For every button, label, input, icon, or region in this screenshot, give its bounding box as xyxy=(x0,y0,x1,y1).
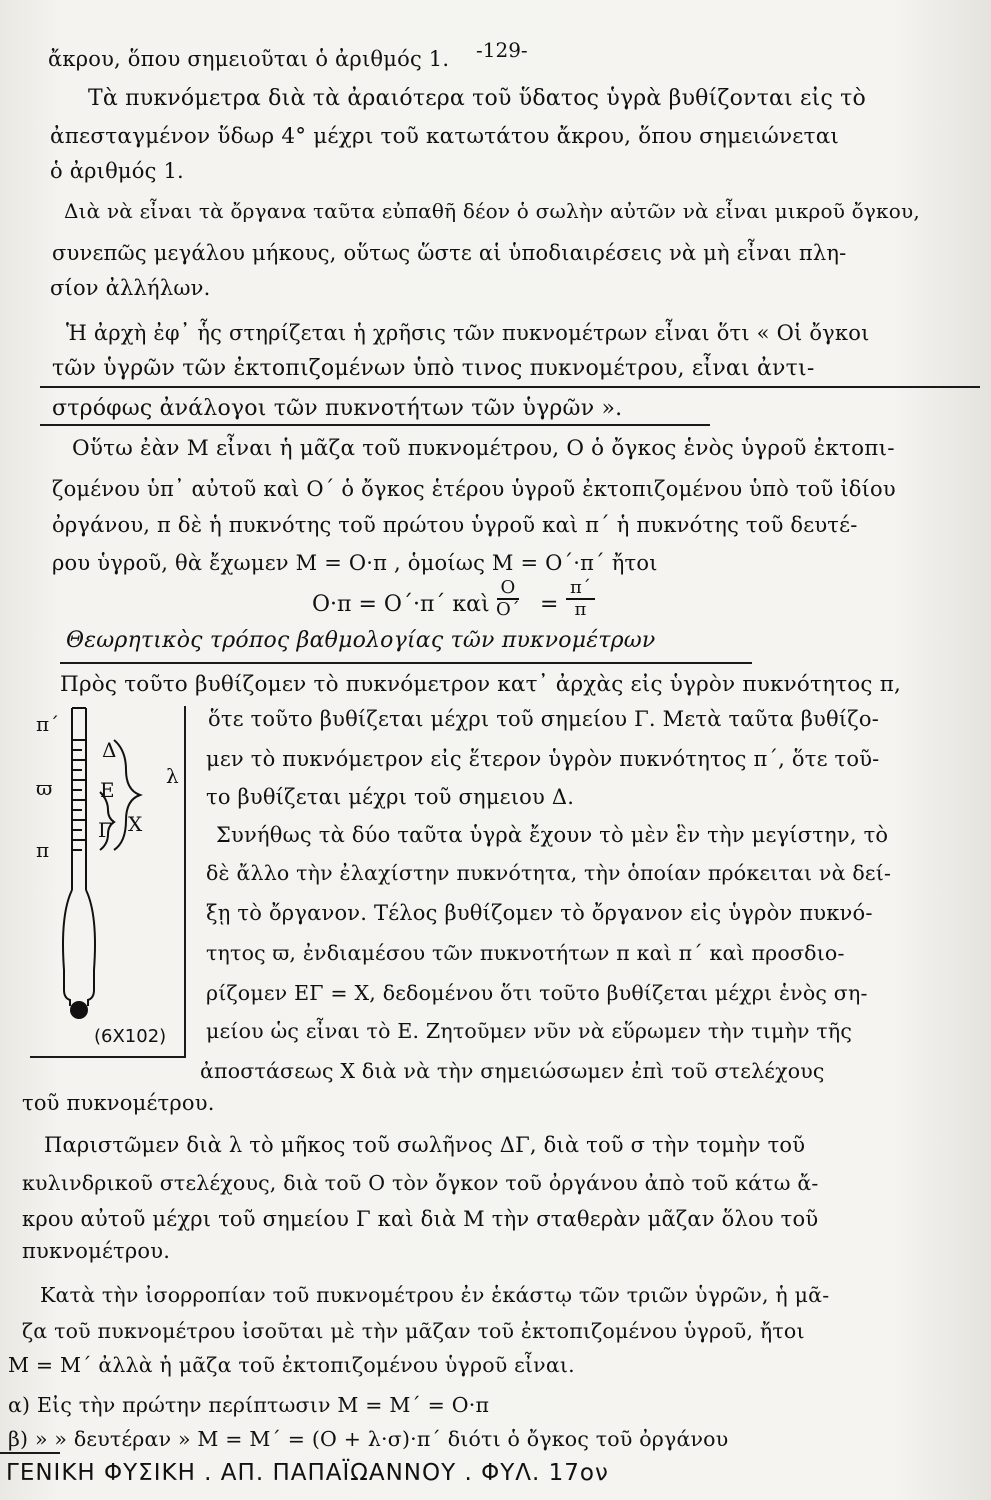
page-number: -129- xyxy=(476,38,528,62)
label-lambda: λ xyxy=(166,764,179,788)
text-line: ὅτε τοῦτο βυθίζεται μέχρι τοῦ σημείου Γ. Μετὰ ταῦτα βυθίζο- xyxy=(208,707,880,731)
heading-underline xyxy=(60,662,752,664)
label-epsilon: Ε xyxy=(100,778,115,802)
text-line: δὲ ἄλλο τὴν ἐλαχίστην πυκνότητα, τὴν ὁποίαν πρόκειται νὰ δεί- xyxy=(206,861,892,885)
text-line: μείου ὡς εἶναι τὸ Ε. Ζητοῦμεν νῦν νὰ εὕρωμεν τὴν τιμὴν τῆς xyxy=(206,1019,853,1043)
fraction-2 xyxy=(566,578,595,620)
text-line: ζα τοῦ πυκνομέτρου ἰσοῦται μὲ τὴν μᾶζαν τοῦ ἐκτοπιζομένου ὑγροῦ, ἤτοι xyxy=(22,1319,805,1343)
text-line: Ἡ ἀρχὴ ἐφ᾽ ἧς στηρίζεται ἡ χρῆσις τῶν πυκνομέτρων εἶναι ὅτι « Οἱ ὄγκοι xyxy=(66,321,870,345)
label-x: Χ xyxy=(128,812,143,836)
text-line: ὀργάνου, π δὲ ἡ πυκνότης τοῦ πρώτου ὑγροῦ καὶ π΄ ἡ πυκνότης τοῦ δευτέ- xyxy=(52,513,858,537)
label-pi-prime: π΄ xyxy=(36,712,60,736)
text-line: ὁ ἀριθμός 1. xyxy=(50,159,184,183)
text-line: Οὕτω ἐὰν Μ εἶναι ἡ μᾶζα τοῦ πυκνομέτρου, Ο ὁ ὄγκος ἑνὸς ὑγροῦ ἐκτοπι- xyxy=(72,436,895,461)
text-line: κυλινδρικοῦ στελέχους, διὰ τοῦ Ο τὸν ὄγκον τοῦ ὀργάνου ἀπὸ τοῦ κάτω ἄ- xyxy=(22,1171,819,1195)
text-line: Πρὸς τοῦτο βυθίζομεν τὸ πυκνόμετρον κατ᾽ ἀρχὰς εἰς ὑγρὸν πυκνότητος π, xyxy=(60,672,902,697)
text-line: σίον ἀλλήλων. xyxy=(50,276,211,300)
text-line: ἄκρου, ὅπου σημειοῦται ὁ ἀριθμός 1. xyxy=(48,47,450,71)
text-line: το βυθίζεται μέχρι τοῦ σημειου Δ. xyxy=(206,785,575,809)
text-line: β) » » δευτέραν » Μ = Μ΄ = (Ο + λ·σ)·π΄ διότι ὁ ὄγκος τοῦ ὀργάνου xyxy=(8,1427,729,1451)
page-footer: ΓΕΝΙΚΗ ΦΥΣΙΚΗ . ΑΠ. ΠΑΠΑΪΩΑΝΝΟΥ . ΦΥΛ. 17ον xyxy=(6,1460,609,1486)
text-line: α) Εἰς τὴν πρώτην περίπτωσιν Μ = Μ΄ = Ο·π xyxy=(8,1393,490,1417)
text-line: Συνήθως τὰ δύο ταῦτα ὑγρὰ ἔχουν τὸ μὲν ἓν τὴν μεγίστην, τὸ xyxy=(216,823,889,847)
text-line: ρου ὑγροῦ, θὰ ἔχωμεν Μ = Ο·π , ὁμοίως Μ = Ο΄·π΄ ἤτοι xyxy=(52,551,658,575)
fraction-denominator: π xyxy=(574,599,587,620)
text-line: Μ = Μ΄ ἀλλὰ ἡ μᾶζα τοῦ ἐκτοπιζομένου ὑγροῦ εἶναι. xyxy=(8,1353,575,1377)
section-heading: Θεωρητικὸς τρόπος βαθμολογίας τῶν πυκνομέτρων xyxy=(66,628,656,653)
text-line-underlined: στρόφως ἀνάλογοι τῶν πυκνοτήτων τῶν ὑγρῶν ». xyxy=(52,396,623,421)
label-delta: Δ xyxy=(102,738,117,762)
label-pi: π xyxy=(36,838,50,862)
text-line: Κατὰ τὴν ἰσορροπίαν τοῦ πυκνομέτρου ἐν ἑκάστῳ τῶν τριῶν ὑγρῶν, ἡ μᾶ- xyxy=(40,1283,830,1307)
text-line: ξῃ τὸ ὄργανον. Τέλος βυθίζομεν τὸ ὄργανον εἰς ὑγρὸν πυκνό- xyxy=(206,901,873,925)
fraction-numerator: π΄ xyxy=(566,578,595,600)
text-line: ρίζομεν ΕΓ = Χ, δεδομένου ὅτι τοῦτο βυθίζεται μέχρι ἑνὸς ση- xyxy=(206,981,868,1005)
text-line: τοῦ πυκνομέτρου. xyxy=(22,1091,215,1115)
label-omega: ϖ xyxy=(36,776,53,800)
text-line: Διὰ νὰ εἶναι τὰ ὄργανα ταῦτα εὐπαθῆ δέον ὁ σωλὴν αὐτῶν νὰ εἶναι μικροῦ ὄγκου, xyxy=(64,199,920,223)
text-line: πυκνομέτρου. xyxy=(22,1239,171,1263)
text-line: μεν τὸ πυκνόμετρον εἰς ἕτερον ὑγρὸν πυκνότητος π΄, ὅτε τοῦ- xyxy=(206,747,880,771)
text-line: Τὰ πυκνόμετρα διὰ τὰ ἀραιότερα τοῦ ὕδατος ὑγρὰ βυθίζονται εἰς τὸ xyxy=(88,86,866,111)
text-line: συνεπῶς μεγάλου μήκους, οὕτως ὥστε αἱ ὑποδιαιρέσεις νὰ μὴ εἶναι πλη- xyxy=(52,241,847,265)
text-line: ἀπεσταγμένον ὕδωρ 4° μέχρι τοῦ κατωτάτου ἄκρου, ὅπου σημειώνεται xyxy=(50,124,840,149)
text-line: ἀποστάσεως Χ διὰ νὰ τὴν σημειώσωμεν ἐπὶ τοῦ στελέχους xyxy=(200,1059,825,1083)
equals-sign: = xyxy=(540,592,559,617)
figure-divider xyxy=(184,706,186,1058)
underline-rule xyxy=(40,386,980,388)
fraction-1 xyxy=(496,578,520,620)
text-line: ζομένου ὑπ᾽ αὐτοῦ καὶ Ο΄ ὁ ὄγκος ἑτέρου ὑγροῦ ἐκτοπιζομένου ὑπὸ τοῦ ἰδίου xyxy=(52,477,896,501)
underline-rule xyxy=(40,424,710,426)
fraction-denominator: Ο΄ xyxy=(496,599,520,620)
equation-left: Ο·π = Ο΄·π΄ καὶ xyxy=(312,592,490,617)
figure-bottom-rule xyxy=(30,1056,186,1058)
text-line: κρου αὐτοῦ μέχρι τοῦ σημείου Γ καὶ διὰ Μ τὴν σταθερὰν μᾶζαν ὅλου τοῦ xyxy=(22,1207,819,1231)
label-gamma: Γ xyxy=(98,818,112,842)
bulb-weight-icon xyxy=(70,1001,88,1019)
text-line: Παριστῶμεν διὰ λ τὸ μῆκος τοῦ σωλῆνος ΔΓ, διὰ τοῦ σ τὴν τομὴν τοῦ xyxy=(44,1133,806,1157)
text-line: τητος ϖ, ἐνδιαμέσου τῶν πυκνοτήτων π καὶ π΄ καὶ προσδιο- xyxy=(206,941,845,965)
text-line-underlined: τῶν ὑγρῶν τῶν ἐκτοπιζομένων ὑπὸ τινος πυκνομέτρου, εἶναι ἀντι- xyxy=(52,356,815,381)
fraction-numerator: Ο xyxy=(497,578,520,600)
footer-rule xyxy=(0,1452,60,1454)
figure-caption: (6Χ102) xyxy=(94,1026,167,1047)
